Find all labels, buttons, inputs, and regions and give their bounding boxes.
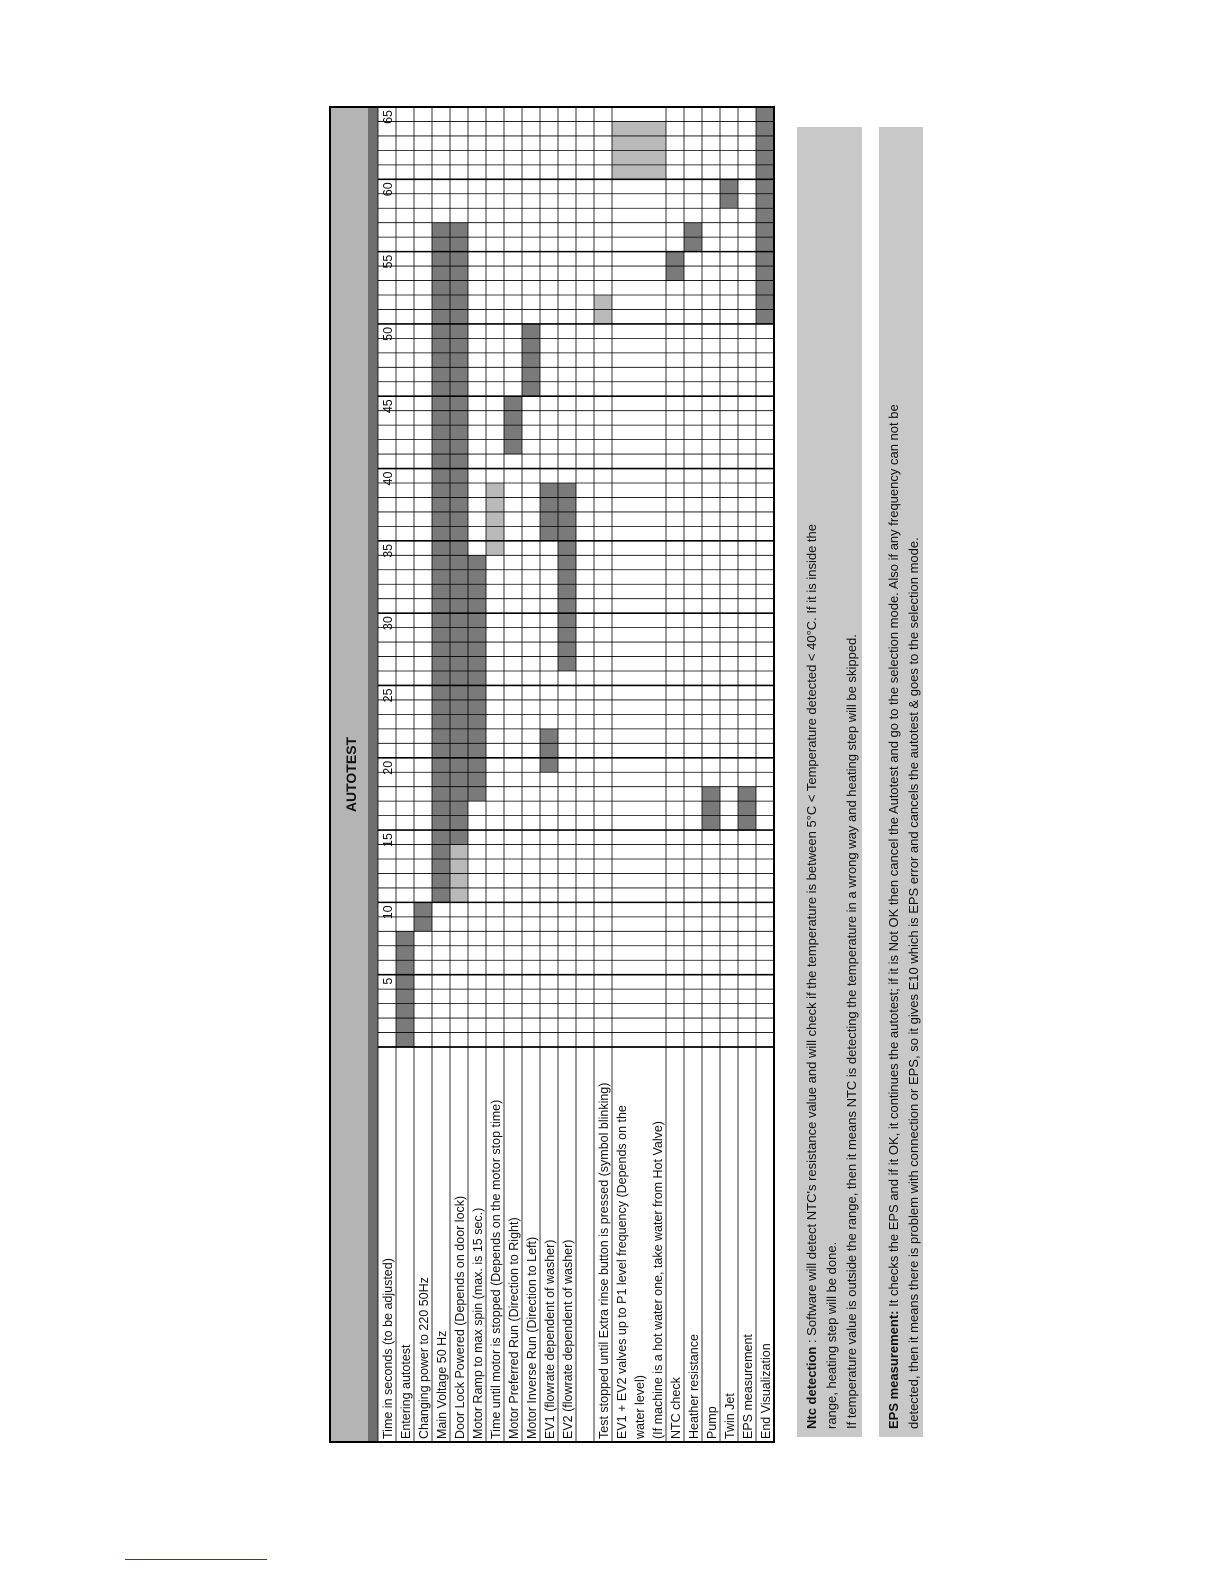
table-title: AUTOTEST [343, 736, 359, 813]
time-tick-label: 25 [381, 688, 395, 703]
span-bar [738, 787, 756, 830]
ntc-line3: If temperature value is outside the range, then it means NTC is detecting the temperature in a wrong way and heating step will be skipped. [844, 634, 859, 1429]
span-bar [522, 324, 540, 396]
row-label: Twin Jet [723, 1393, 737, 1439]
time-tick-label: 35 [381, 543, 395, 558]
row-label: EV2 (flowrate dependent of washer) [561, 1239, 575, 1439]
time-tick-label: 50 [381, 326, 395, 341]
row-label: EV1 + EV2 valves up to P1 level frequency (Depends on the [615, 1105, 629, 1439]
footnote-divider [125, 1559, 267, 1560]
span-bar [450, 223, 468, 845]
span-bar [540, 729, 558, 772]
row-label: Door Lock Powered (Depends on door lock) [453, 1195, 467, 1439]
eps-heading: EPS measurement: [886, 1310, 901, 1429]
row-label: Motor Inverse Run (Direction to Left) [525, 1236, 539, 1439]
time-tick-label: 20 [381, 760, 395, 775]
ntc-line1: : Software will detect NTC's resistance value and will check if the temperature is between 5°C < Temperature detected < 40°C. If it is inside the [804, 524, 819, 1347]
row-label: Entering autotest [399, 1344, 413, 1439]
time-tick-label: 40 [381, 471, 395, 486]
eps-line1: It checks the EPS and if it OK, it continues the autotest; if it is Not OK then cancel the Autotest and go to the selection mode. Also if any frequency can not be [886, 404, 901, 1311]
autotest-table [330, 107, 783, 1442]
span-bar [702, 787, 720, 830]
row-label: water level) [633, 1375, 647, 1439]
row-label: Main Voltage 50 Hz [435, 1330, 449, 1439]
time-tick-label: 45 [381, 399, 395, 414]
header-band [368, 107, 378, 1442]
row-label: (If machine is a hot water one, take water from Hot Valve) [651, 1121, 665, 1439]
row-label: Test stopped until Extra rinse button is pressed (symbol blinking) [597, 1082, 611, 1439]
eps-measurement-note [879, 127, 923, 1437]
ntc-detection-note [797, 127, 862, 1437]
row-label: NTC check [669, 1377, 683, 1439]
time-tick-label: 10 [381, 905, 395, 920]
time-tick-label: 65 [381, 110, 395, 124]
row-label: Pump [705, 1406, 719, 1439]
row-label: Time in seconds (to be adjusted) [381, 1258, 395, 1439]
row-label: Motor Ramp to max spin (max. is 15 sec.) [471, 1207, 485, 1439]
row-label: Heather resistance [687, 1334, 701, 1439]
autotest-chart [330, 107, 783, 1442]
ntc-heading: Ntc detection [804, 1346, 819, 1429]
row-label: End Visualization [759, 1343, 773, 1439]
ntc-line2: range, heating step will be done. [824, 1241, 839, 1429]
eps-line2: detected, then it means there is problem with connection or EPS, so it gives E10 which is EPS error and cancels the autotest & goes to the selection mode. [906, 537, 921, 1429]
row-label: EPS measurement [741, 1334, 755, 1439]
span-bar [558, 483, 576, 671]
row-label: Time until motor is stopped (Depends on the motor stop time) [489, 1099, 503, 1439]
rotated-page-content [330, 107, 923, 1442]
span-bar [486, 483, 504, 555]
time-tick-label: 15 [381, 833, 395, 847]
time-tick-label: 5 [381, 977, 395, 985]
time-tick-label: 60 [381, 182, 395, 197]
row-label: Motor Preferred Run (Direction to Right) [507, 1217, 521, 1439]
time-tick-label: 30 [381, 616, 395, 631]
row-label: Changing power to 220 50Hz [417, 1277, 431, 1439]
row-label: EV1 (flowrate dependent of washer) [543, 1239, 557, 1439]
span-bar [468, 555, 486, 801]
time-tick-label: 55 [381, 254, 395, 269]
span-bar [756, 107, 774, 324]
